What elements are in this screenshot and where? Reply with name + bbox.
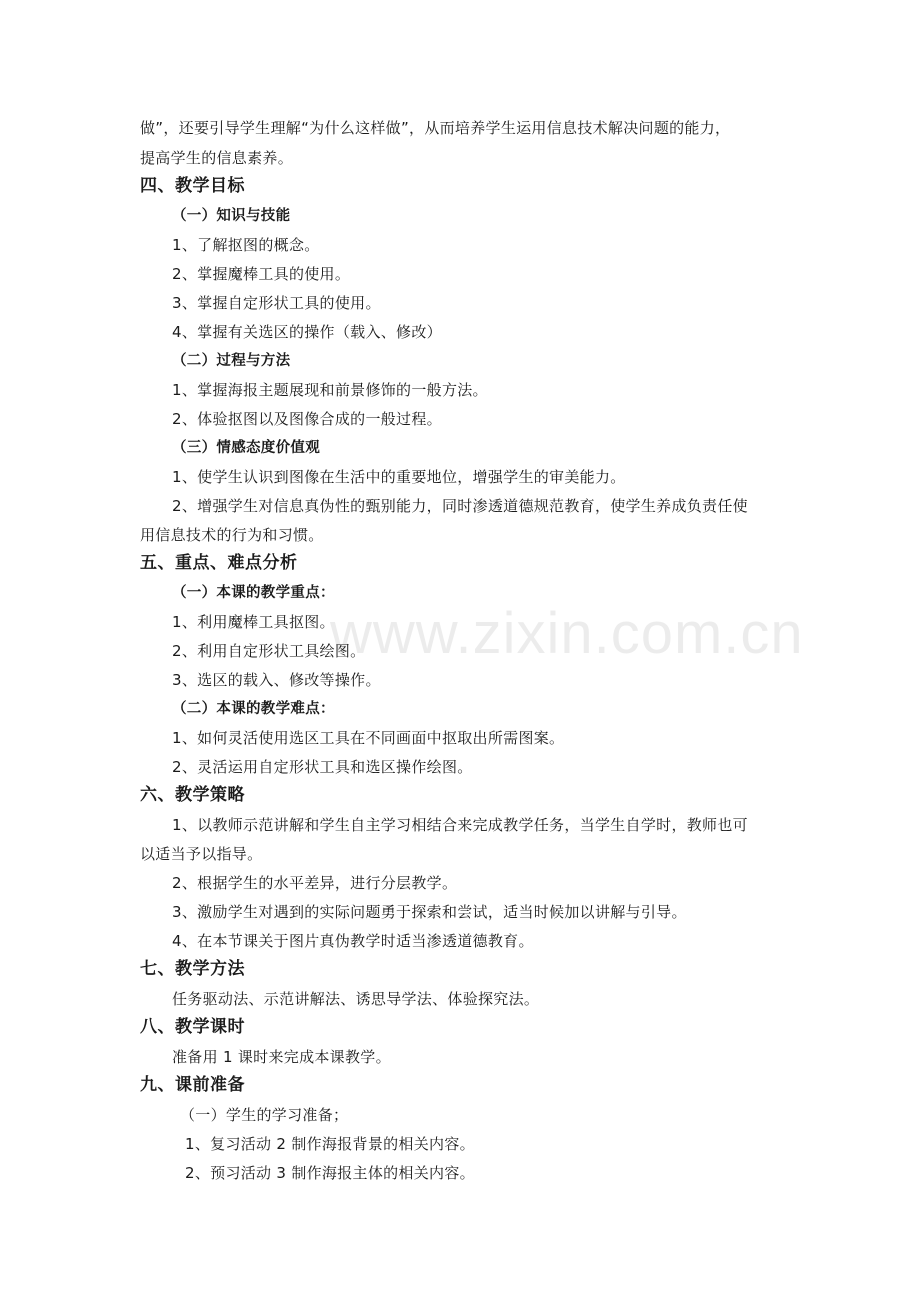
list-item-continuation: 以适当予以指导。 xyxy=(140,845,263,863)
watermark: www.zixin.com.cn xyxy=(330,601,804,666)
list-item: 1、利用魔棒工具抠图。 xyxy=(172,613,335,631)
section-heading-8: 八、教学课时 xyxy=(140,1017,245,1037)
subheading-difficulties: （二）本课的教学难点： xyxy=(172,701,335,717)
list-item: 3、掌握自定形状工具的使用。 xyxy=(172,294,381,312)
list-item: 1、以教师示范讲解和学生自主学习相结合来完成教学任务，当学生自学时，教师也可 xyxy=(172,816,748,834)
list-item-continuation: 用信息技术的行为和习惯。 xyxy=(140,526,324,544)
section-heading-5: 五、重点、难点分析 xyxy=(140,553,298,573)
subheading-key-points: （一）本课的教学重点： xyxy=(172,585,335,601)
section-heading-7: 七、教学方法 xyxy=(140,959,245,979)
list-item: 3、激励学生对遇到的实际问题勇于探索和尝试，适当时候加以讲解与引导。 xyxy=(172,903,687,921)
intro-line-2: 提高学生的信息素养。 xyxy=(140,149,294,167)
paragraph: 任务驱动法、示范讲解法、诱思导学法、体验探究法。 xyxy=(172,990,540,1008)
list-item: 4、掌握有关选区的操作（载入、修改） xyxy=(172,323,442,341)
list-item: 2、预习活动 3 制作海报主体的相关内容。 xyxy=(185,1164,475,1182)
list-item: 1、如何灵活使用选区工具在不同画面中抠取出所需图案。 xyxy=(172,729,565,747)
subheading-attitude: （三）情感态度价值观 xyxy=(172,440,320,456)
subheading-prep: （一）学生的学习准备； xyxy=(180,1106,349,1124)
list-item: 2、掌握魔棒工具的使用。 xyxy=(172,265,351,283)
section-heading-4: 四、教学目标 xyxy=(140,176,245,196)
list-item: 2、体验抠图以及图像合成的一般过程。 xyxy=(172,410,442,428)
list-item: 4、在本节课关于图片真伪教学时适当渗透道德教育。 xyxy=(172,932,534,950)
paragraph: 准备用 1 课时来完成本课教学。 xyxy=(172,1048,391,1066)
subheading-knowledge: （一）知识与技能 xyxy=(172,208,291,224)
section-heading-9: 九、课前准备 xyxy=(140,1075,245,1095)
list-item: 3、选区的载入、修改等操作。 xyxy=(172,671,381,689)
list-item: 2、灵活运用自定形状工具和选区操作绘图。 xyxy=(172,758,473,776)
list-item: 1、使学生认识到图像在生活中的重要地位，增强学生的审美能力。 xyxy=(172,468,626,486)
list-item: 1、掌握海报主题展现和前景修饰的一般方法。 xyxy=(172,381,488,399)
list-item: 2、增强学生对信息真伪性的甄别能力，同时渗透道德规范教育，使学生养成负责任使 xyxy=(172,497,748,515)
list-item: 1、了解抠图的概念。 xyxy=(172,236,320,254)
section-heading-6: 六、教学策略 xyxy=(140,785,245,805)
subheading-process: （二）过程与方法 xyxy=(172,353,291,369)
list-item: 2、利用自定形状工具绘图。 xyxy=(172,642,366,660)
intro-line-1: 做”，还要引导学生理解“为什么这样做”，从而培养学生运用信息技术解决问题的能力， xyxy=(140,119,731,137)
list-item: 1、复习活动 2 制作海报背景的相关内容。 xyxy=(185,1135,475,1153)
list-item: 2、根据学生的水平差异，进行分层教学。 xyxy=(172,874,458,892)
